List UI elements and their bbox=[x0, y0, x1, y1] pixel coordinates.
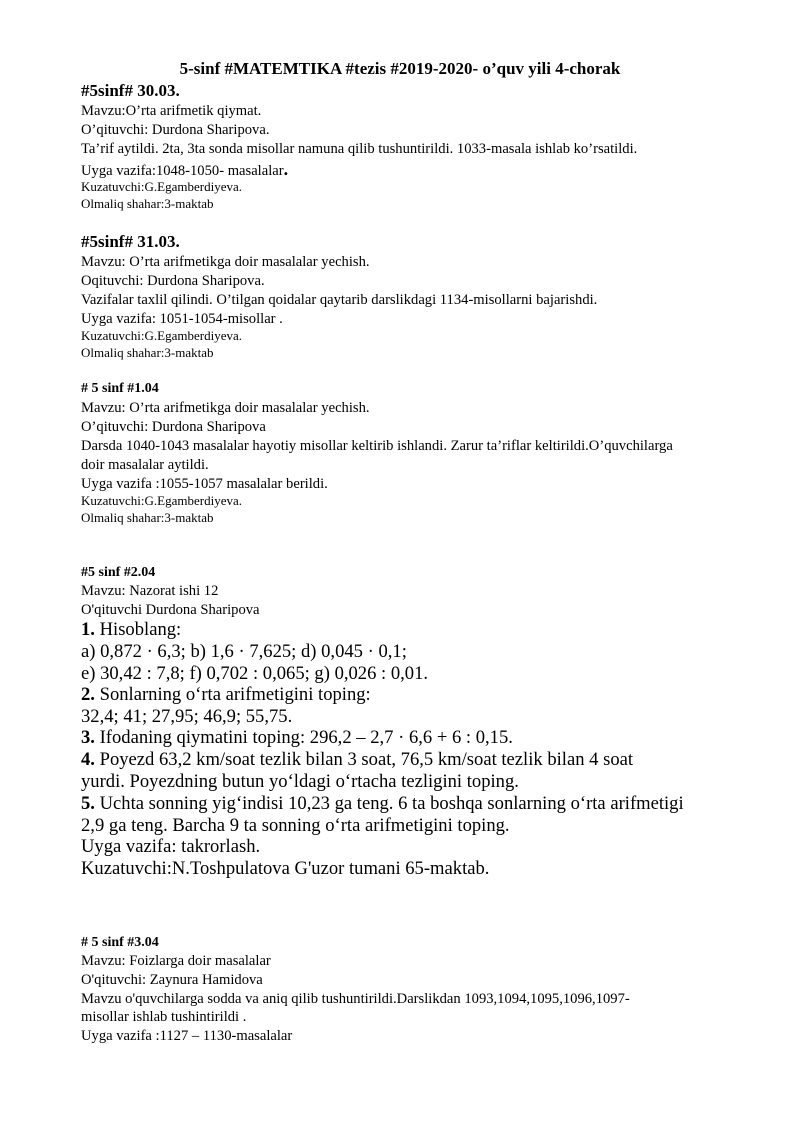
entry-description: Vazifalar taxlil qilindi. O’tilgan qoidalar qaytarib darslikdagi 1134-misollarni bajarishdi. bbox=[81, 292, 598, 308]
entry-observer: Kuzatuvchi:G.Egamberdiyeva. bbox=[81, 493, 242, 508]
entry-topic: Mavzu: Foizlarga doir masalalar bbox=[81, 953, 271, 969]
task-line: 1. Hisoblang: bbox=[81, 619, 182, 640]
task-line: 4. Poyezd 63,2 km/soat tezlik bilan 3 soat, 76,5 km/soat tezlik bilan 4 soat bbox=[81, 749, 634, 770]
entry-topic: Mavzu: Nazorat ishi 12 bbox=[81, 583, 219, 599]
entry-homework: Uyga vazifa: takrorlash. bbox=[81, 836, 261, 857]
entry-topic: Mavzu: O’rta arifmetikga doir masalalar yechish. bbox=[81, 400, 370, 416]
entry-homework: Uyga vazifa :1055-1057 masalalar berildi. bbox=[81, 476, 328, 492]
entry-teacher: O'qituvchi: Zaynura Hamidova bbox=[81, 972, 263, 988]
task-line: 5. Uchta sonning yig‘indisi 10,23 ga teng. 6 ta boshqa sonlarning o‘rta arifmetigi bbox=[81, 793, 684, 814]
entry-homework: Uyga vazifa:1048-1050- masalalar. bbox=[81, 159, 289, 179]
task-line: 2. Sonlarning o‘rta arifmetigini toping: bbox=[81, 684, 371, 705]
entry-school: Olmaliq shahar:3-maktab bbox=[81, 345, 214, 360]
entry-school: Olmaliq shahar:3-maktab bbox=[81, 510, 214, 525]
entry-topic: Mavzu: O’rta arifmetikga doir masalalar yechish. bbox=[81, 254, 370, 270]
entry-school: Olmaliq shahar:3-maktab bbox=[81, 196, 214, 211]
task-line: 32,4; 41; 27,95; 46,9; 55,75. bbox=[81, 706, 293, 727]
entry-heading: #5sinf# 31.03. bbox=[81, 232, 180, 251]
entry-heading: # 5 sinf #3.04 bbox=[81, 935, 159, 950]
entry-teacher: O’qituvchi: Durdona Sharipova bbox=[81, 419, 266, 435]
entry-heading: #5sinf# 30.03. bbox=[81, 81, 180, 100]
task-line: 3. Ifodaning qiymatini toping: 296,2 – 2,7 · 6,6 + 6 : 0,15. bbox=[81, 727, 513, 748]
task-line: 2,9 ga teng. Barcha 9 ta sonning o‘rta arifmetigini toping. bbox=[81, 815, 510, 836]
document-title: 5-sinf #MATEMTIKA #tezis #2019-2020- o’quv yili 4-chorak bbox=[179, 59, 621, 78]
entry-topic: Mavzu:O’rta arifmetik qiymat. bbox=[81, 103, 262, 119]
entry-observer: Kuzatuvchi:G.Egamberdiyeva. bbox=[81, 328, 242, 343]
entry-observer: Kuzatuvchi:G.Egamberdiyeva. bbox=[81, 179, 242, 194]
entry-observer: Kuzatuvchi:N.Toshpulatova G'uzor tumani 65-maktab. bbox=[81, 858, 490, 879]
entry-description: Darsda 1040-1043 masalalar hayotiy misollar keltirib ishlandi. Zarur ta’riflar keltirildi.O’quvchilarga bbox=[81, 438, 673, 454]
entry-heading: # 5 sinf #1.04 bbox=[81, 381, 159, 396]
entry-description: Mavzu o'quvchilarga sodda va aniq qilib tushuntirildi.Darslikdan 1093,1094,1095,1096,1097- bbox=[81, 991, 630, 1007]
entry-teacher: O'qituvchi Durdona Sharipova bbox=[81, 602, 260, 618]
entry-teacher: O’qituvchi: Durdona Sharipova. bbox=[81, 122, 270, 138]
task-line: a) 0,872 · 6,3; b) 1,6 · 7,625; d) 0,045 · 0,1; bbox=[81, 641, 407, 662]
task-line: e) 30,42 : 7,8; f) 0,702 : 0,065; g) 0,026 : 0,01. bbox=[81, 663, 429, 684]
entry-teacher: Oqituvchi: Durdona Sharipova. bbox=[81, 273, 265, 289]
entry-description: Ta’rif aytildi. 2ta, 3ta sonda misollar namuna qilib tushuntirildi. 1033-masala ishlab ko’rsatildi. bbox=[81, 141, 638, 157]
entry-homework: Uyga vazifa: 1051-1054-misollar . bbox=[81, 311, 283, 327]
entry-description-cont: misollar ishlab tushintirildi . bbox=[81, 1009, 247, 1025]
entry-homework: Uyga vazifa :1127 – 1130-masalalar bbox=[81, 1028, 293, 1044]
task-line: yurdi. Poyezdning butun yo‘ldagi o‘rtacha tezligini toping. bbox=[81, 771, 519, 792]
entry-heading: #5 sinf #2.04 bbox=[81, 565, 156, 580]
entry-description-cont: doir masalalar aytildi. bbox=[81, 457, 209, 473]
